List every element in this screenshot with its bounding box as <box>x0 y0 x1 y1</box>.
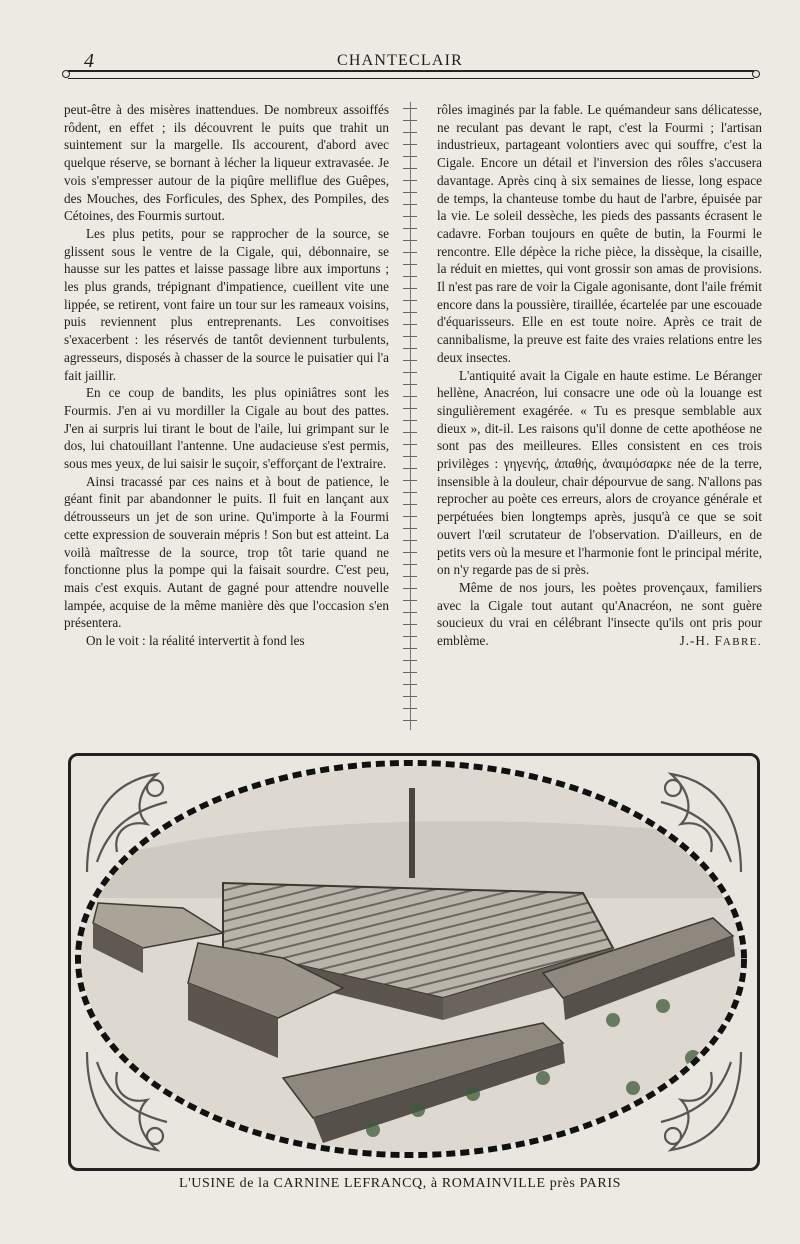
page-number: 4 <box>84 50 94 72</box>
signature-surname-rest: ABRE. <box>722 636 762 649</box>
paragraph: rôles imaginés par la fable. Le quémandeur sans délicatesse, ne reculant pas devant le rapt, c'est la Fourmi ; l'artisan industrieux, partageant volontiers avec qui souffre, c'est la Cigale. Encore un détail et l'inversion des rôles s'accusera davantage. Après cinq à six semaines de liesse, long espace de temps, la chanteuse tombe du haut de l'arbre, épuisée par la vie. Le soleil dessèche, les pieds des passants écrasent le cadavre. Forban toujours en quête de butin, la Fourmi le rencontre. Elle dépèce la riche pièce, la dissèque, la cisaille, la réduit en miettes, qui vont grossir son amas de provisions. Il n'est pas rare de voir la Cigale agonisante, dont l'aile frémit encore dans la poussière, tiraillée, écartelée par une escouade d'équarisseurs. Elle en est toute noire. Après ce trait de cannibalisme, la preuve est faite des vraies relations entre les deux insectes. <box>437 102 762 365</box>
paragraph-text: Même de nos jours, les poètes provençaux, familiers avec la Cigale tout autant qu'Anacréon, ne sont guère soucieux du vrai en célébrant l'insecte qu'ils ont pris pour emblème. <box>437 579 762 649</box>
left-column <box>64 101 389 650</box>
signature-surname-initial: F <box>714 633 723 649</box>
paragraph: On le voit : la réalité intervertit à fond les <box>86 633 305 649</box>
factory-illustration <box>68 753 760 1171</box>
paragraph: peut-être à des misères inattendues. De nombreux assoiffés rôdent, en effet ; ils découvrent le puits que trahit un suintement sur la margelle. Ils accourent, d'abord avec quelque réserve, se bornant à lécher la liqueur extravasée. Je vois s'empresser autour de la piqûre melliflue des Guêpes, des Mouches, des Forficules, des Sphex, des Pompiles, des Cétoines, des Fourmis surtout. <box>64 102 389 224</box>
column-divider <box>403 102 417 730</box>
illustration-caption: L'USINE de la CARNINE LEFRANCQ, à ROMAINVILLE près PARIS <box>179 1176 621 1191</box>
factory-engraving <box>73 758 749 1160</box>
chimney <box>409 788 415 878</box>
running-head-title: CHANTECLAIR <box>336 52 464 69</box>
header-rule <box>68 70 754 79</box>
signature-initials: J.-H. <box>679 633 711 649</box>
paragraph: Les plus petits, pour se rapprocher de la source, se glissent sous le ventre de la Cigale, qui, débonnaire, se hausse sur les pattes et laisse passage libre aux importuns ; les plus grands, trépignant d'impatience, cueillent vite une lippée, se retirent, vont faire un tour sur les rameaux voisins, puis reviennent plus entreprenants. Les convoitises s'exacerbent : les réservés de tantôt deviennent turbulents, agresseurs, disposés à chasser de la source le puisatier qui l'a fait jaillir. <box>64 225 389 383</box>
author-signature <box>658 632 762 652</box>
paragraph <box>437 579 762 650</box>
paragraph: En ce coup de bandits, les plus opiniâtres sont les Fourmis. J'en ai vu mordiller la Cigale au bout des pattes. J'en ai surpris lui tirant le bout de l'aile, lui grimpant sur le dos, lui chatouillant l'antenne. Une audacieuse s'est permis, sous mes yeux, de lui saisir le suçoir, s'efforçant de l'extraire. <box>64 385 389 472</box>
paragraph: Ainsi tracassé par ces nains et à bout de patience, le géant finit par abandonner le puits. Il fuit en lançant aux détrousseurs un jet de son urine. Qu'importe à la Fourmi cette expression de souverain mépris ! Son but est atteint. La voilà maîtresse de la source, trop tôt tarie quand ne fonctionne plus la pompe qui la faisait sourdre. C'est peu, mais c'est exquis. Autant de gagné pour attendre nouvelle lampée, acquise de la même manière dès que l'occasion s'en présentera. <box>64 473 389 631</box>
right-column <box>437 101 762 652</box>
paragraph: L'antiquité avait la Cigale en haute estime. Le Béranger hellène, Anacréon, lui consacre une ode où la louange est singulièrement exagérée. « Tu es presque semblable aux dieux », dit-il. Les raisons qu'il donne de cette apothéose ne sont pas des meilleures. Elles consistent en ces trois privilèges : γηγενής, ἀπαθής, ἀναιμόσαρκε née de la terre, insensible à la douleur, chair dépourvue de sang. N'allons pas reprocher au poète ces erreurs, alors de croyance générale et perpétuées bien longtemps après, jusqu'à ce que se soit ouvert l'œil scrutateur de l'observation. D'ailleurs, en de petits vers où la mesure et l'harmonie font le principal mérite, on n'y regarde pas de si près. <box>437 367 762 578</box>
